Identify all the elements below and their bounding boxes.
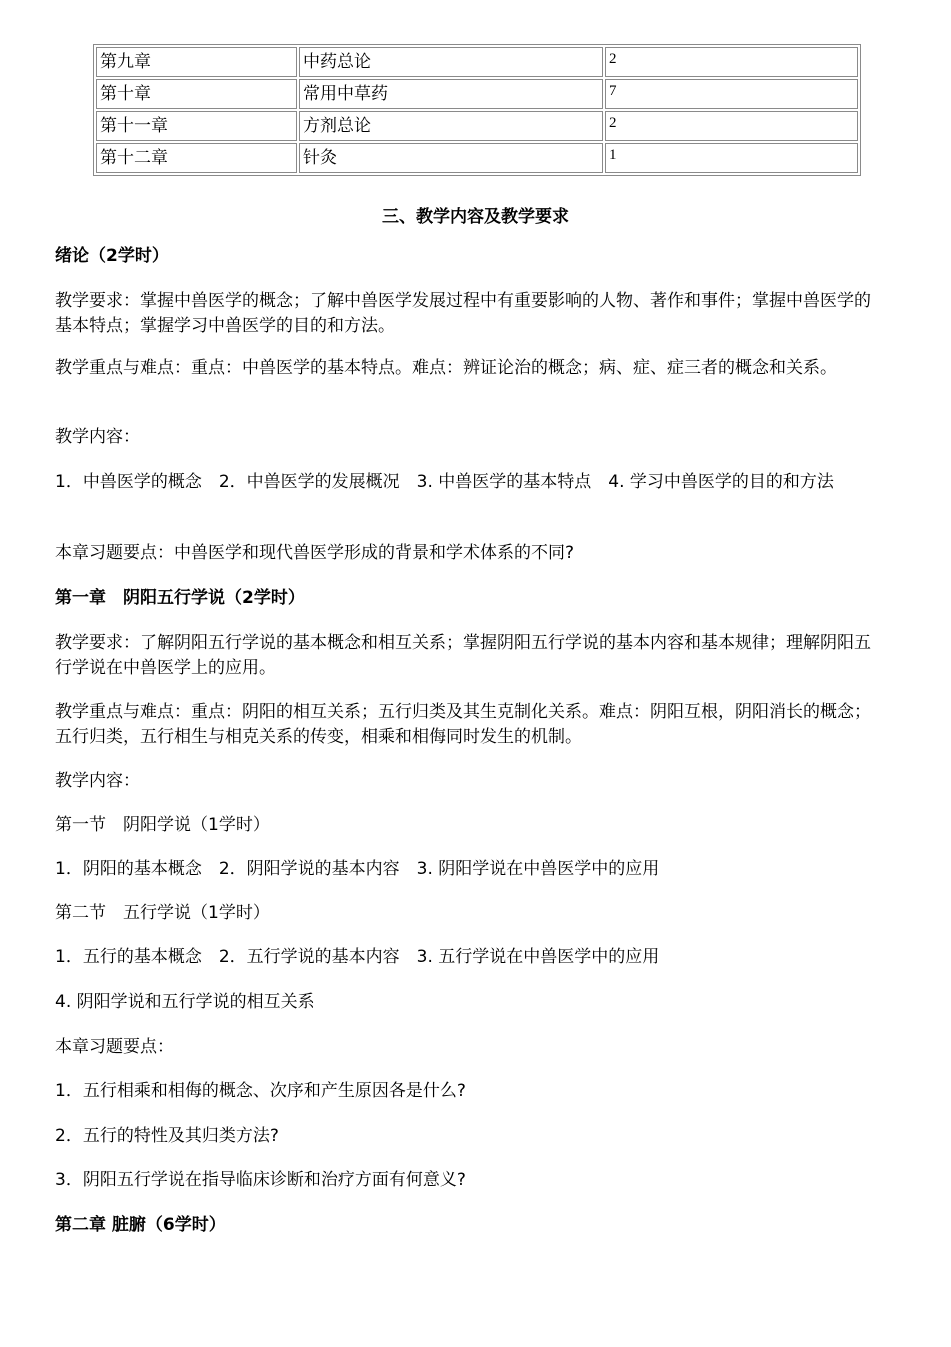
chapter1-section2-items: 1．五行的基本概念 2．五行学说的基本内容 3. 五行学说在中兽医学中的应用 bbox=[55, 947, 660, 967]
chapter2-heading: 第二章 脏腑（6学时） bbox=[55, 1215, 226, 1235]
chapter1-exercise-3: 3．阴阳五行学说在指导临床诊断和治疗方面有何意义? bbox=[55, 1170, 466, 1190]
chapter-cell: 第九章 bbox=[96, 47, 297, 77]
hours-cell: 1 bbox=[605, 143, 858, 173]
chapter1-exercise-label: 本章习题要点： bbox=[55, 1037, 174, 1057]
title-cell: 针灸 bbox=[299, 143, 603, 173]
chapter-cell: 第十章 bbox=[96, 79, 297, 109]
hours-cell: 2 bbox=[605, 47, 858, 77]
chapter1-section1-title: 第一节 阴阳学说（1学时） bbox=[55, 815, 270, 835]
title-cell: 常用中草药 bbox=[299, 79, 603, 109]
section-heading: 三、教学内容及教学要求 bbox=[382, 207, 569, 227]
chapter1-content-label: 教学内容： bbox=[55, 771, 140, 791]
class-hours-table bbox=[93, 44, 861, 176]
chapter1-requirements: 教学要求：了解阴阳五行学说的基本概念和相互关系；掌握阴阳五行学说的基本内容和基本规律；理解阴阳五行学说在中兽医学上的应用。 bbox=[55, 633, 871, 678]
hours-cell: 2 bbox=[605, 111, 858, 141]
intro-content-label: 教学内容： bbox=[55, 427, 140, 447]
intro-content-items: 1．中兽医学的概念 2．中兽医学的发展概况 3. 中兽医学的基本特点 4. 学习中兽医学的目的和方法 bbox=[55, 472, 834, 492]
table-row bbox=[96, 47, 858, 77]
class-hours-table-body bbox=[96, 47, 858, 173]
chapter1-exercise-1: 1．五行相乘和相侮的概念、次序和产生原因各是什么? bbox=[55, 1081, 466, 1101]
table-row bbox=[96, 143, 858, 173]
intro-requirements: 教学要求：掌握中兽医学的概念；了解中兽医学发展过程中有重要影响的人物、著作和事件；掌握中兽医学的基本特点；掌握学习中兽医学的目的和方法。 bbox=[55, 291, 871, 336]
chapter-cell: 第十一章 bbox=[96, 111, 297, 141]
hours-cell: 7 bbox=[605, 79, 858, 109]
chapter1-section2-title: 第二节 五行学说（1学时） bbox=[55, 903, 270, 923]
chapter1-section2-item4: 4. 阴阳学说和五行学说的相互关系 bbox=[55, 992, 315, 1012]
chapter-cell: 第十二章 bbox=[96, 143, 297, 173]
table-row bbox=[96, 79, 858, 109]
chapter1-key-points: 教学重点与难点：重点：阴阳的相互关系；五行归类及其生克制化关系。难点：阴阳互根，阴阳消长的概念；五行归类，五行相生与相克关系的传变，相乘和相侮同时发生的机制。 bbox=[55, 702, 871, 747]
chapter1-exercise-2: 2．五行的特性及其归类方法? bbox=[55, 1126, 279, 1146]
chapter1-section1-items: 1．阴阳的基本概念 2．阴阳学说的基本内容 3. 阴阳学说在中兽医学中的应用 bbox=[55, 859, 660, 879]
intro-heading: 绪论（2学时） bbox=[55, 246, 169, 266]
table-row bbox=[96, 111, 858, 141]
intro-key-points: 教学重点与难点：重点：中兽医学的基本特点。难点：辨证论治的概念；病、症、症三者的概念和关系。 bbox=[55, 358, 837, 378]
chapter1-heading: 第一章 阴阳五行学说（2学时） bbox=[55, 588, 305, 608]
intro-exercise: 本章习题要点：中兽医学和现代兽医学形成的背景和学术体系的不同? bbox=[55, 543, 575, 563]
title-cell: 中药总论 bbox=[299, 47, 603, 77]
title-cell: 方剂总论 bbox=[299, 111, 603, 141]
